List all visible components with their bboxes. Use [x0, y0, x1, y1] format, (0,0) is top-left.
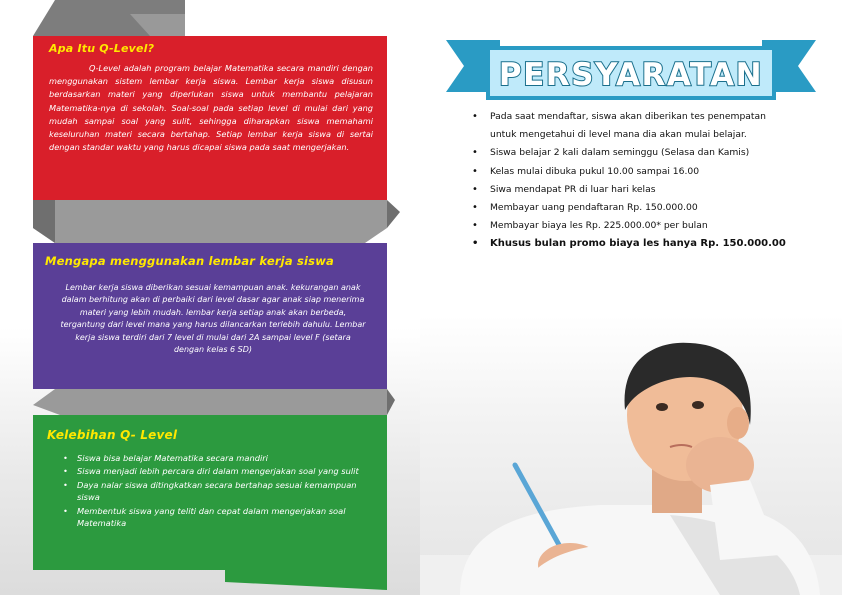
left-eye — [656, 403, 668, 411]
what-is-q-level-panel — [33, 36, 387, 200]
why-worksheet-body: Lembar kerja siswa diberikan sesuai kemampuan anak. kekurangan anak dalam berhitung akan di perbaiki dari level dasar agar anak siap menerima materi yang lebih mudah. lembar kerja setiap anak akan berbeda, tergantung dari level mana yang harus dilancarkan terlebih dahulu. Lembar kerja siswa terdiri dari 7 level di mulai dari 2A sampai level F (setara dengan kelas 6 SD) — [60, 283, 366, 355]
right-eye — [692, 401, 704, 409]
why-worksheet-title: Mengapa menggunakan lembar kerja siswa — [45, 254, 335, 268]
requirement-item: • Kelas mulai dibuka pukul 10.00 sampai 16.00 — [472, 163, 832, 181]
benefit-item: • Siswa menjadi lebih percara diri dalam mengerjakan soal yang sulit — [63, 465, 373, 478]
requirement-item: • Siwa mendapat PR di luar hari kelas — [472, 181, 832, 199]
ear — [727, 407, 749, 439]
requirement-item: untuk mengetahui di level mana dia akan mulai belajar. — [490, 129, 747, 141]
ribbon-connector-red-purple — [33, 200, 387, 243]
requirement-item: • Membayar biaya les Rp. 225.000.00* per bulan — [472, 217, 832, 235]
boy-illustration — [420, 315, 842, 595]
ribbon-connector-purple-green — [33, 389, 387, 415]
benefit-item: • Membentuk siswa yang teliti dan cepat dalam mengerjakan soal Matematika — [63, 505, 373, 531]
requirement-item: • Siswa belajar 2 kali dalam seminggu (Selasa dan Kamis) — [472, 144, 832, 162]
benefits-list — [47, 452, 373, 530]
right-page — [420, 0, 842, 595]
ribbon-shade-purple-green — [387, 389, 395, 415]
what-is-q-level-title: Apa Itu Q-Level? — [49, 42, 155, 55]
benefit-item: • Daya nalar siswa ditingkatkan secara bertahap sesuai kemampuan siswa — [63, 479, 373, 505]
ribbon-shade-red-purple-right — [387, 200, 400, 228]
ribbon-fold-green-bottom — [225, 570, 387, 590]
benefits-panel — [33, 415, 387, 570]
ribbon-shade-red-purple — [33, 200, 55, 243]
requirement-item: • Membayar uang pendaftaran Rp. 150.000.00 — [472, 199, 832, 217]
requirement-item: • Khusus bulan promo biaya les hanya Rp. 150.000.00 — [472, 235, 832, 253]
what-is-q-level-body: Q-Level adalah program belajar Matematika secara mandiri dengan menggunakan sistem lembar kerja siswa. Lembar kerja siswa disusun berdasarkan materi yang diperlukan siswa untuk membantu pelajaran Matematika-nya di sekolah. Soal-soal pada setiap level di mulai dari yang mudah sampai soal yang sulit, sehingga diharapkan siswa memahami keseluruhan materi secara bertahap. Setiap lembar kerja siswa di sertai dengan standar waktu yang harus dicapai siswa pada saat mengerjakan. — [49, 63, 373, 153]
boy-thinking-photo — [420, 315, 842, 595]
why-worksheet-panel — [33, 243, 387, 389]
requirements-title: PERSYARATAN — [498, 57, 764, 93]
requirement-item: • Pada saat mendaftar, siswa akan diberikan tes penempatan — [472, 108, 832, 126]
requirements-list — [472, 108, 832, 254]
benefit-item: • Siswa bisa belajar Matematika secara mandiri — [63, 452, 373, 465]
benefits-title: Kelebihan Q- Level — [47, 428, 178, 442]
